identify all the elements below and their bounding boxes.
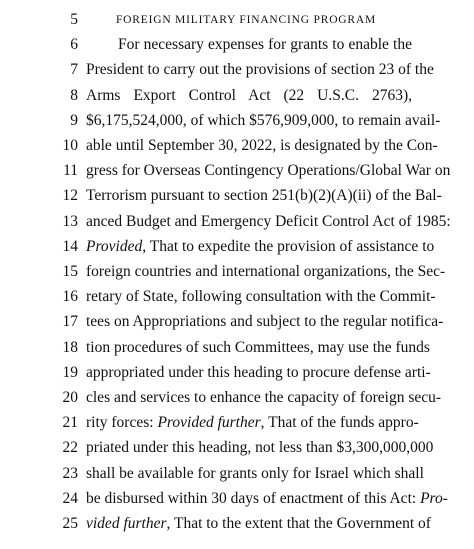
line-text: [86, 260, 446, 284]
line-number: 6: [70, 36, 78, 54]
text-line: [0, 210, 474, 234]
text-segment: FOREIGN MILITARY FINANCING PROGRAM: [115, 14, 377, 26]
text-line: [0, 310, 474, 334]
text-line: [0, 285, 474, 309]
line-text: [86, 411, 419, 435]
text-segment: foreign countries and international organizations, the Sec-: [86, 263, 446, 280]
text-segment: anced Budget and Emergency Deficit Control Act of 1985:: [86, 212, 451, 230]
text-segment: appropriated under this heading to procure defense arti-: [86, 363, 431, 381]
line-number: 15: [62, 263, 78, 280]
text-segment: , That to the extent that the Government of: [166, 515, 431, 532]
text-line: [0, 462, 474, 486]
italic-segment: vided further: [86, 515, 167, 532]
text-line: [0, 184, 474, 208]
text-line: [0, 260, 474, 284]
line-number: 22: [62, 439, 78, 457]
text-line: [0, 58, 474, 82]
text-line: [0, 411, 474, 435]
line-text: [86, 159, 451, 183]
text-segment: For necessary expenses for grants to enable the: [118, 36, 412, 54]
line-number: 25: [62, 515, 78, 532]
line-text: [86, 361, 431, 385]
text-line: [0, 336, 474, 360]
text-segment: retary of State, following consultation with the Commit-: [86, 288, 436, 306]
text-segment: shall be available for grants only for Israel which shall: [86, 464, 424, 482]
line-number: 10: [62, 137, 78, 154]
text-segment: rity forces:: [86, 414, 158, 432]
text-segment: priated under this heading, not less than $3,300,000,000: [86, 439, 434, 457]
line-number: 16: [62, 288, 78, 306]
line-number: 13: [62, 212, 78, 230]
line-number: 7: [70, 61, 78, 79]
line-text: [86, 512, 431, 536]
line-text: [86, 436, 434, 460]
line-text: [86, 210, 451, 234]
line-text: [86, 109, 441, 133]
line-number: 20: [62, 389, 78, 406]
text-line: [0, 109, 474, 133]
text-line: [0, 512, 474, 536]
italic-segment: Pro-: [420, 489, 448, 507]
text-line: [0, 235, 474, 259]
section-heading: [86, 8, 406, 32]
italic-segment: Provided further: [157, 414, 261, 432]
line-text: [86, 84, 412, 108]
line-number: 14: [62, 237, 78, 255]
line-text: [86, 184, 442, 208]
line-text: [86, 235, 435, 259]
text-line: [0, 159, 474, 183]
line-number: 11: [63, 162, 78, 180]
line-number: 24: [62, 489, 78, 507]
line-text: [86, 134, 438, 158]
text-segment: , That of the funds appro-: [260, 414, 419, 432]
line-text: [86, 386, 442, 410]
text-line: [0, 436, 474, 460]
text-segment: Arms Export Control Act (22 U.S.C. 2763),: [86, 86, 412, 104]
text-segment: Terrorism pursuant to section 251(b)(2)(A)(ii) of the Bal-: [86, 187, 442, 205]
line-text: [86, 487, 448, 511]
text-segment: be disbursed within 30 days of enactment of this Act:: [86, 489, 421, 507]
line-number: 19: [62, 363, 78, 381]
text-line: [0, 487, 474, 511]
line-text: [86, 58, 434, 82]
text-segment: gress for Overseas Contingency Operations/Global War on: [86, 162, 451, 180]
text-segment: $6,175,524,000, of which $576,909,000, to remain avail-: [86, 111, 441, 129]
text-line: [0, 386, 474, 410]
line-text: [118, 33, 412, 57]
line-text: [86, 285, 436, 309]
text-segment: President to carry out the provisions of section 23 of the: [86, 61, 434, 79]
line-number: 23: [62, 464, 78, 482]
line-number: 9: [70, 111, 78, 129]
line-number: 12: [62, 187, 78, 205]
italic-segment: Provided: [86, 237, 143, 255]
line-text: [86, 310, 444, 334]
line-number: 18: [62, 338, 78, 356]
text-line: [0, 361, 474, 385]
text-line: [0, 33, 474, 57]
text-line: [0, 134, 474, 158]
text-segment: tion procedures of such Committees, may use the funds: [86, 338, 430, 356]
line-number: 8: [70, 86, 78, 104]
text-line: [0, 84, 474, 108]
text-segment: cles and services to enhance the capacity of foreign secu-: [86, 389, 442, 406]
text-segment: tees on Appropriations and subject to the regular notifica-: [86, 313, 444, 331]
line-text: [86, 336, 430, 360]
text-line: [0, 8, 474, 32]
text-segment: , That to expedite the provision of assistance to: [142, 237, 435, 255]
text-segment: able until September 30, 2022, is designated by the Con-: [86, 137, 438, 154]
line-number: 5: [70, 11, 78, 28]
line-number: 21: [62, 414, 78, 432]
line-number: 17: [62, 313, 78, 331]
line-text: [86, 462, 424, 486]
